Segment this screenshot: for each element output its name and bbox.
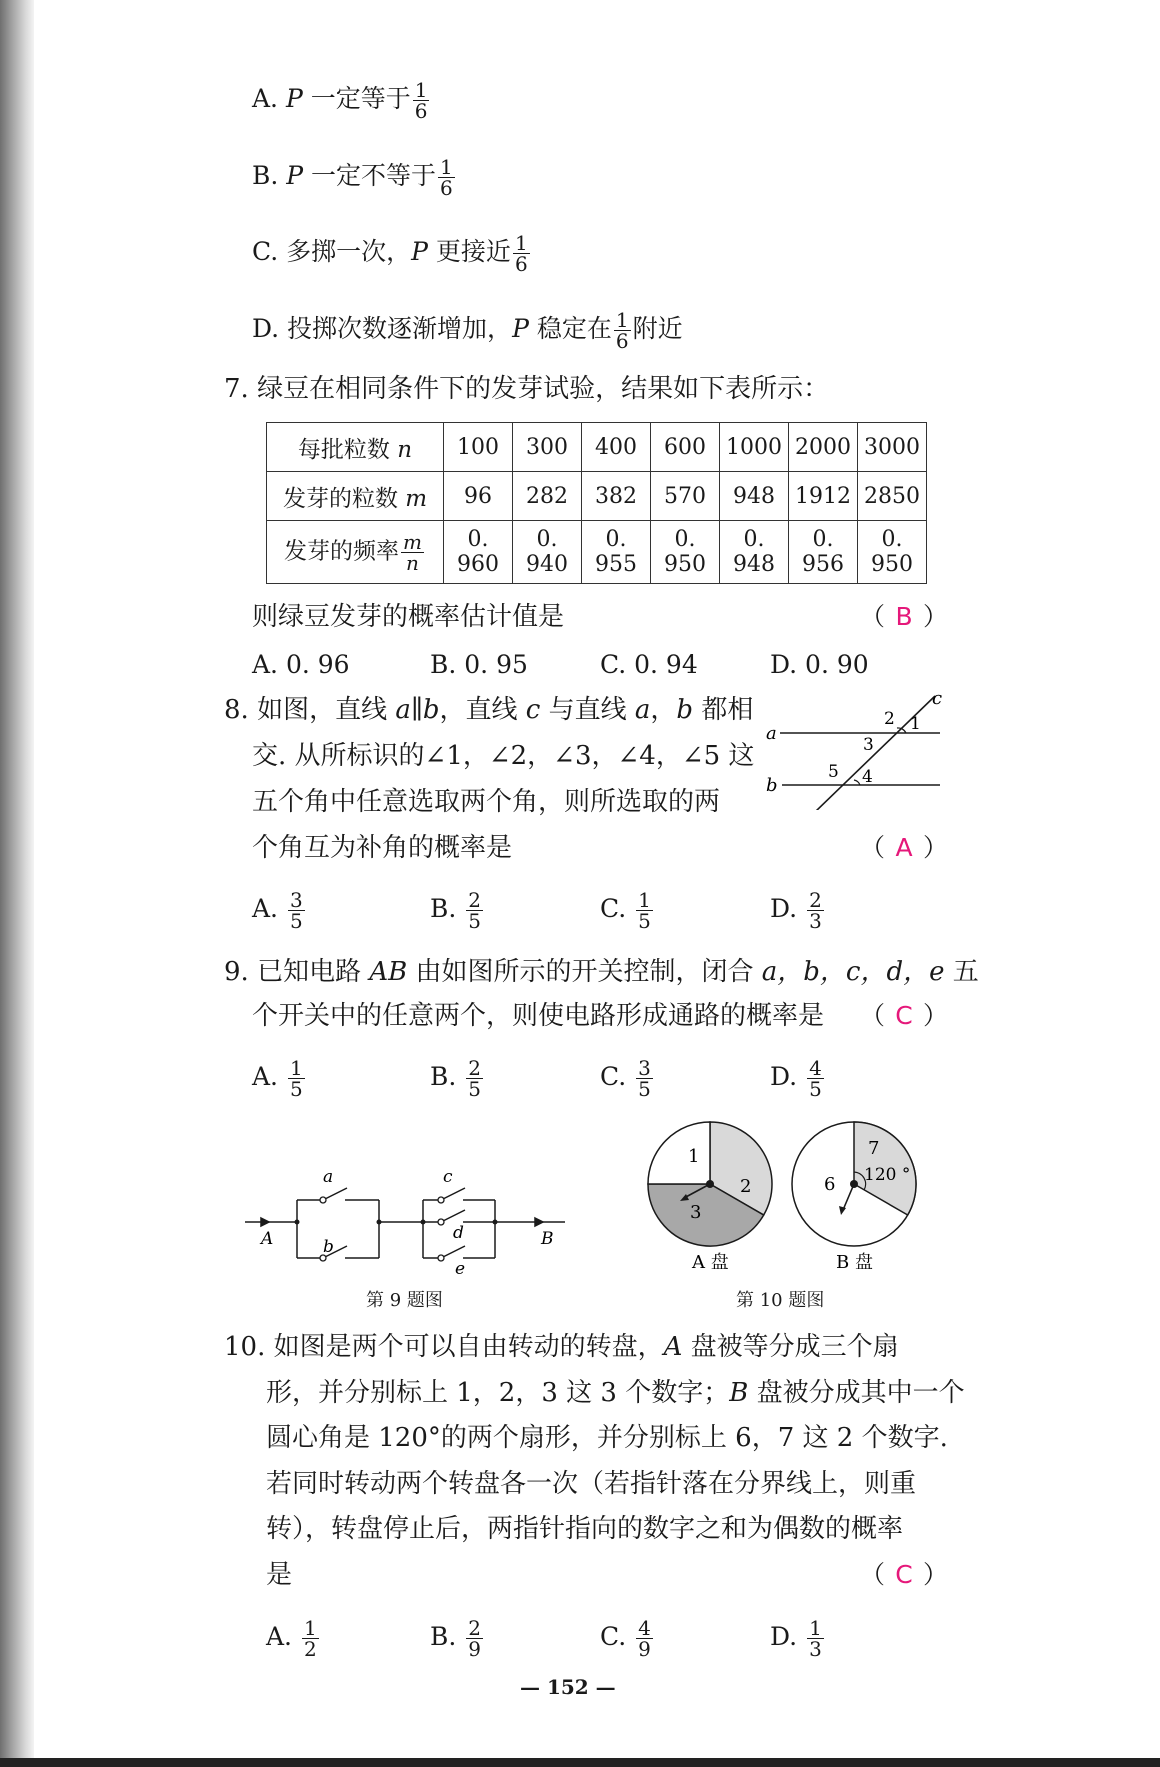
angle-label-1: 1	[910, 714, 921, 734]
spinner-b-label-6: 6	[824, 1174, 836, 1195]
table-cell: 600	[651, 423, 720, 472]
spinner-a-label-1: 1	[688, 1146, 700, 1167]
germination-table	[266, 422, 927, 584]
table-cell: 0. 940	[513, 521, 582, 584]
fraction: $\frac{1}{6}$	[514, 231, 528, 276]
table-cell: 1000	[720, 423, 789, 472]
table-cell: 0. 950	[651, 521, 720, 584]
q10-figure-caption: 第 10 题图	[736, 1290, 825, 1311]
q9-option-d[interactable]: D. $\frac{4}{5}$	[770, 1056, 822, 1101]
q10-answer: （ C ）	[860, 1560, 949, 1589]
q10-option-d[interactable]: D. $\frac{1}{3}$	[770, 1616, 822, 1661]
q10-option-a[interactable]: A. $\frac{1}{2}$	[266, 1616, 317, 1661]
switch-a	[323, 1188, 347, 1200]
label-switch-c: c	[443, 1167, 453, 1187]
q9-figure-caption: 第 9 题图	[366, 1290, 443, 1311]
q8-line-3: 五个角中任意选取两个角，则所选取的两	[252, 787, 721, 817]
label-switch-a: a	[323, 1167, 334, 1187]
fraction: $\frac{2}{3}$	[809, 888, 822, 933]
fraction: $\frac{2}{9}$	[468, 1616, 482, 1661]
q10-line-4: 若同时转动两个转盘各一次（若指针落在分界线上，则重	[266, 1469, 917, 1499]
fraction: $\frac{m}{n}$	[403, 529, 422, 575]
table-cell: 1912	[789, 472, 858, 521]
label-B: B	[541, 1229, 554, 1249]
q9-option-a[interactable]: A. $\frac{1}{5}$	[252, 1056, 303, 1101]
spinner-a-label-3: 3	[690, 1202, 702, 1223]
fraction: $\frac{3}{5}$	[638, 1056, 651, 1101]
fraction: $\frac{4}{9}$	[638, 1616, 651, 1661]
q7-option-d[interactable]: D. 0. 90	[770, 650, 869, 679]
table-cell: 96	[444, 472, 513, 521]
q10-spinners-figure	[640, 1118, 930, 1278]
spinner-a-sector-1	[648, 1122, 710, 1184]
q8-line-2: 交. 从所标识的∠1，∠2，∠3，∠4，∠5 这	[252, 741, 755, 771]
table-cell: 0. 950	[858, 521, 927, 584]
q9-option-c[interactable]: C. $\frac{3}{5}$	[600, 1056, 651, 1101]
q8-option-a[interactable]: A. $\frac{3}{5}$	[252, 888, 303, 933]
table-cell: 0. 955	[582, 521, 651, 584]
label-A: A	[261, 1229, 274, 1249]
q8-option-c[interactable]: C. $\frac{1}{5}$	[600, 888, 651, 933]
fraction: $\frac{1}{5}$	[638, 888, 651, 933]
q9-line-1: 9. 已知电路 AB 由如图所示的开关控制，闭合 a，b，c，d，e 五	[224, 957, 979, 987]
bottom-edge	[0, 1758, 1160, 1767]
fraction: $\frac{1}{2}$	[303, 1616, 317, 1661]
label-c: c	[932, 690, 943, 709]
spinner-a-caption: A 盘	[692, 1252, 729, 1273]
label-switch-b: b	[323, 1237, 334, 1257]
q7-question: 则绿豆发芽的概率估计值是	[252, 602, 565, 632]
spinner-a-label-2: 2	[740, 1176, 752, 1197]
table-row-header: 发芽的粒数 m	[267, 472, 444, 521]
fraction: $\frac{1}{6}$	[440, 155, 453, 200]
table-cell: 282	[513, 472, 582, 521]
angle-label-5: 5	[828, 762, 839, 782]
table-cell: 100	[444, 423, 513, 472]
label-switch-d: d	[453, 1223, 464, 1243]
table-cell: 400	[582, 423, 651, 472]
label-a: a	[766, 723, 777, 744]
table-cell: 948	[720, 472, 789, 521]
q7-option-a[interactable]: A. 0. 96	[252, 650, 350, 679]
q7-option-b[interactable]: B. 0. 95	[430, 650, 528, 679]
q10-line-5: 转），转盘停止后，两指针指向的数字之和为偶数的概率	[266, 1514, 904, 1544]
table-cell: 0. 956	[789, 521, 858, 584]
angle-label-4: 4	[862, 767, 873, 787]
book-spine-shadow	[0, 0, 34, 1767]
q9-line-2: 个开关中的任意两个，则使电路形成通路的概率是	[252, 1001, 825, 1031]
q10-line-6: 是	[266, 1560, 293, 1590]
q10-line-1: 10. 如图是两个可以自由转动的转盘，A 盘被等分成三个扇	[224, 1332, 899, 1362]
table-cell: 570	[651, 472, 720, 521]
q10-line-3: 圆心角是 120°的两个扇形，并分别标上 6，7 这 2 个数字.	[266, 1423, 948, 1453]
q8-answer: （ A ）	[860, 833, 949, 862]
fraction: $\frac{2}{5}$	[468, 888, 482, 933]
table-cell: 300	[513, 423, 582, 472]
spinner-b-label-7: 7	[868, 1138, 880, 1159]
table-cell: 382	[582, 472, 651, 521]
fraction: $\frac{3}{5}$	[289, 888, 303, 933]
q9-answer: （ C ）	[860, 1001, 949, 1030]
q9-circuit-figure	[245, 1160, 575, 1275]
table-cell: 2850	[858, 472, 927, 521]
q8-line-4: 个角互为补角的概率是	[252, 833, 513, 863]
spinner-a	[648, 1122, 772, 1273]
q10-option-c[interactable]: C. $\frac{4}{9}$	[600, 1616, 651, 1661]
switch-c	[441, 1188, 465, 1200]
q7-stem: 7. 绿豆在相同条件下的发芽试验，结果如下表所示：	[224, 374, 830, 404]
q10-option-b[interactable]: B. $\frac{2}{9}$	[430, 1616, 482, 1661]
spinner-b	[792, 1122, 916, 1273]
q6-option-a[interactable]: A. P 一定等于 $\frac{1}{6}$	[252, 78, 428, 123]
fraction: $\frac{2}{5}$	[468, 1056, 482, 1101]
q7-option-c[interactable]: C. 0. 94	[600, 650, 698, 679]
q8-parallel-lines-figure	[760, 690, 950, 810]
q8-line-1: 8. 如图，直线 a∥b，直线 c 与直线 a，b 都相	[224, 695, 754, 725]
q6-option-c[interactable]: C. 多掷一次，P 更接近 $\frac{1}{6}$	[252, 231, 528, 276]
table-cell: 0. 960	[444, 521, 513, 584]
angle-label-2: 2	[884, 709, 895, 729]
q6-option-b[interactable]: B. P 一定不等于 $\frac{1}{6}$	[252, 155, 453, 200]
angle-label-3: 3	[863, 735, 874, 755]
switch-e	[441, 1246, 465, 1258]
page-number: — 152 —	[520, 1675, 616, 1699]
spinner-b-caption: B 盘	[836, 1252, 873, 1273]
spinner-b-angle-label: 120 °	[864, 1165, 911, 1185]
table-cell: 3000	[858, 423, 927, 472]
q6-option-d[interactable]: D. 投掷次数逐渐增加，P 稳定在 $\frac{1}{6}$ 附近	[252, 308, 683, 353]
q8-option-d[interactable]: D. $\frac{2}{3}$	[770, 888, 822, 933]
table-cell: 2000	[789, 423, 858, 472]
label-b: b	[766, 775, 778, 796]
table-cell: 0. 948	[720, 521, 789, 584]
fraction: $\frac{1}{6}$	[615, 308, 629, 353]
switch-d	[441, 1210, 465, 1222]
q9-option-b[interactable]: B. $\frac{2}{5}$	[430, 1056, 482, 1101]
q10-line-2: 形，并分别标上 1，2，3 这 3 个数字；B 盘被分成其中一个	[266, 1378, 965, 1408]
fraction: $\frac{1}{6}$	[414, 78, 428, 123]
table-row-header: 发芽的频率 $\frac{m}{n}$	[267, 521, 444, 584]
q8-option-b[interactable]: B. $\frac{2}{5}$	[430, 888, 482, 933]
q7-answer: （ B ）	[860, 602, 949, 631]
label-switch-e: e	[455, 1259, 466, 1275]
fraction: $\frac{1}{5}$	[289, 1056, 303, 1101]
fraction: $\frac{4}{5}$	[809, 1056, 822, 1101]
table-row-header: 每批粒数 n	[267, 423, 444, 472]
fraction: $\frac{1}{3}$	[809, 1616, 822, 1661]
